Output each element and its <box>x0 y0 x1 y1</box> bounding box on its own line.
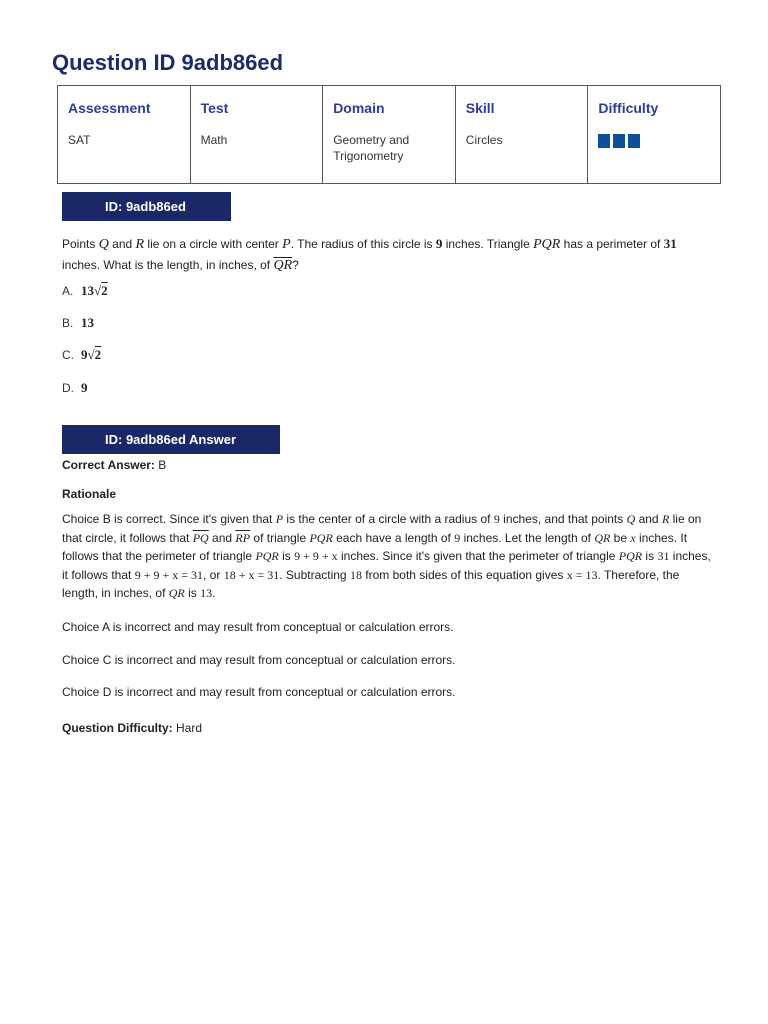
stem-math: Q <box>98 237 109 252</box>
rationale-math: $\overline{RP}$ <box>235 530 251 545</box>
rationale-text: and <box>635 512 662 526</box>
rationale-text: inches, and that points <box>499 512 627 526</box>
rationale-text: each have a length of <box>332 530 455 545</box>
stem-math: R <box>135 237 145 252</box>
choice-c[interactable] <box>62 347 101 363</box>
stem-math: PQR <box>533 237 561 252</box>
rationale-math: 9 <box>493 512 500 526</box>
sqrt-symbol: √2 <box>87 347 102 362</box>
correct-answer-label: Correct Answer: <box>62 458 155 472</box>
meta-value-assessment: SAT <box>68 133 91 147</box>
difficulty-bar-3 <box>628 134 640 148</box>
rationale-math: 31 <box>657 549 670 563</box>
choice-c-explanation: Choice C is incorrect and may result from conceptual or calculation errors. <box>62 653 456 667</box>
choice-letter: B. <box>62 316 74 330</box>
rationale-text: is <box>184 586 201 600</box>
rationale-math: QR <box>168 586 185 600</box>
sqrt-symbol: √2 <box>94 283 108 298</box>
rationale-text: , or <box>203 567 224 582</box>
rationale-math: PQR <box>255 549 279 563</box>
stem-text: ? <box>292 258 299 272</box>
question-id-banner: ID: 9adb86ed <box>62 192 231 221</box>
rationale-math: x <box>630 530 636 545</box>
choice-value <box>81 347 101 363</box>
meta-header-difficulty: Difficulty <box>598 100 659 116</box>
choice-coefficient: 13 <box>81 283 94 298</box>
rationale-text: . Therefore, the length, in inches, of <box>62 567 680 600</box>
stem-text: has a perimeter of <box>560 237 664 251</box>
rationale-text: inches. Since it's given that the perimeter of triangle <box>337 549 619 563</box>
stem-text: inches. What is the length, in inches, of <box>62 258 274 272</box>
choice-d[interactable] <box>62 380 88 396</box>
question-stem <box>62 234 706 276</box>
rationale-math: 9 <box>454 530 461 545</box>
stem-text: . The radius of this circle is <box>290 237 436 251</box>
rationale-text: inches. Let the length of <box>460 530 595 545</box>
rationale-text: . Subtracting <box>279 567 350 582</box>
answer-id-banner: ID: 9adb86ed Answer <box>62 425 280 454</box>
rationale-math: QR <box>594 530 611 545</box>
choice-letter: D. <box>62 381 74 395</box>
meta-cell-difficulty <box>588 86 721 184</box>
rationale-text: of triangle <box>250 530 310 545</box>
meta-header-assessment: Assessment <box>68 100 151 116</box>
rationale-math: Q <box>626 512 636 526</box>
choice-letter: A. <box>62 284 74 298</box>
choice-a[interactable] <box>62 283 108 299</box>
meta-value-domain: Geometry and Trigonometry <box>333 133 410 163</box>
stem-math: P <box>282 237 291 252</box>
stem-math: $\overline{QR}$ <box>273 258 293 273</box>
rationale-text: . <box>212 586 216 600</box>
stem-math: 31 <box>663 236 677 251</box>
meta-header-skill: Skill <box>465 100 495 116</box>
rationale-text: and <box>208 530 236 545</box>
rationale-math: $\overline{PQ}$ <box>192 530 209 545</box>
choice-d-explanation: Choice D is incorrect and may result from conceptual or calculation errors. <box>62 685 456 699</box>
meta-value-test: Math <box>200 133 228 147</box>
rationale-heading: Rationale <box>62 487 117 501</box>
meta-header-domain: Domain <box>333 100 385 116</box>
rationale-text: Choice B is correct. Since it's given that <box>62 512 276 526</box>
choice-coefficient: 9 <box>81 347 88 362</box>
rationale-math: P <box>275 512 284 526</box>
meta-cell-assessment <box>58 86 191 184</box>
stem-math: 9 <box>435 236 443 251</box>
question-meta-table <box>57 85 721 184</box>
rationale-text: inches. It follows that the perimeter of triangle <box>62 530 688 563</box>
difficulty-bar-1 <box>598 134 610 148</box>
difficulty-value: Hard <box>176 721 203 735</box>
choice-radicand: 2 <box>101 283 108 298</box>
meta-header-test: Test <box>200 100 229 116</box>
rationale-math: 9 + 9 + x = 31 <box>134 567 204 582</box>
choice-radicand: 2 <box>94 347 102 362</box>
rationale-math: x = 13 <box>566 567 598 582</box>
stem-text: Points <box>62 237 99 251</box>
difficulty-indicator <box>598 134 710 148</box>
rationale-body <box>62 510 712 603</box>
choice-value: 13 <box>81 315 94 330</box>
choice-value: 9 <box>81 380 88 395</box>
rationale-text: is <box>642 549 658 563</box>
stem-text: inches. Triangle <box>442 237 534 251</box>
rationale-text: is <box>278 549 295 563</box>
choice-letter: C. <box>62 348 74 362</box>
rationale-math: PQR <box>618 549 643 563</box>
stem-text: lie on a circle with center <box>144 237 283 251</box>
rationale-math: 13 <box>200 586 213 600</box>
stem-text: and <box>108 237 136 251</box>
rationale-text: lie on that circle, it follows that <box>62 512 702 545</box>
meta-cell-domain <box>323 86 456 184</box>
choice-a-explanation: Choice A is incorrect and may result from conceptual or calculation errors. <box>62 620 454 634</box>
choice-value <box>81 283 108 299</box>
rationale-text: is the center of a circle with a radius of <box>283 512 494 526</box>
correct-answer-value: B <box>158 458 167 472</box>
rationale-math: PQR <box>309 530 333 545</box>
rationale-text: from both sides of this equation gives <box>361 567 567 582</box>
page-title: Question ID 9adb86ed <box>52 50 284 75</box>
choice-b[interactable] <box>62 315 94 331</box>
difficulty-label: Question Difficulty: <box>62 721 173 735</box>
correct-answer <box>62 456 712 475</box>
rationale-math: 18 + x = 31 <box>223 567 280 582</box>
rationale-math: 18 <box>349 567 362 582</box>
rationale-math: 9 + 9 + x <box>294 549 338 563</box>
meta-value-skill: Circles <box>465 133 503 147</box>
meta-cell-skill <box>455 86 588 184</box>
meta-cell-test <box>190 86 323 184</box>
rationale-math: R <box>661 512 670 526</box>
rationale-text: inches, it follows that <box>62 549 711 582</box>
rationale-text: be <box>610 530 631 545</box>
question-difficulty <box>62 719 712 738</box>
difficulty-bar-2 <box>613 134 625 148</box>
